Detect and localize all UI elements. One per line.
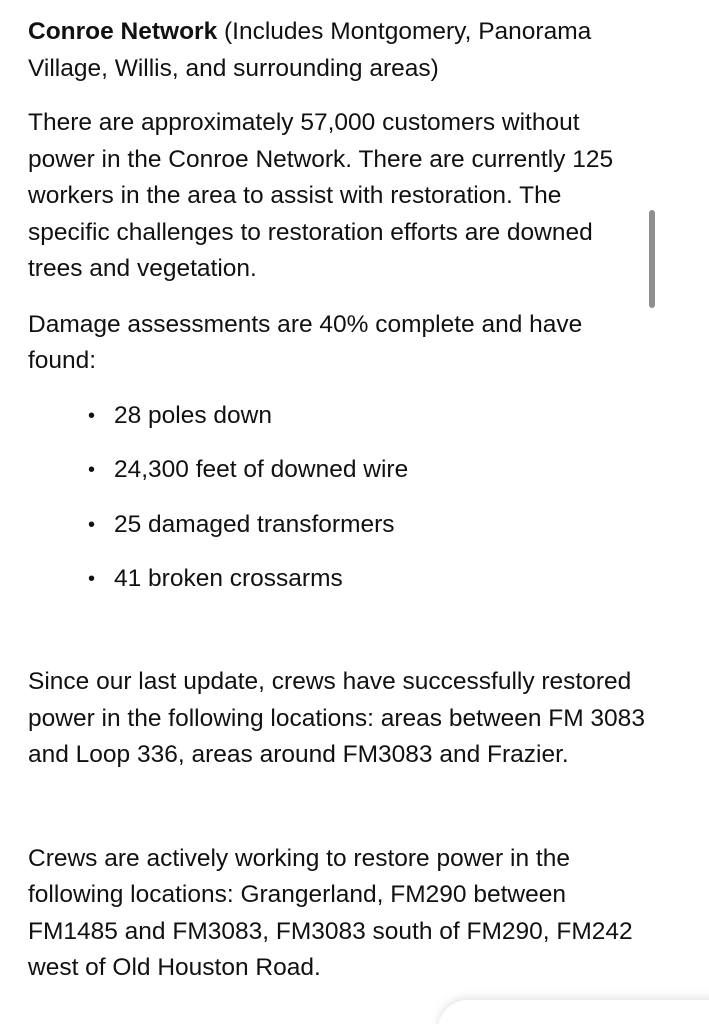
list-item [88, 398, 648, 434]
bullet-icon: • [88, 568, 96, 590]
working-paragraph: Crews are actively working to restore power in the following locations: Grangerland, FM290 between FM1485 and FM3083, FM3083 south of FM290, FM242 west of Old Houston Road. [28, 844, 633, 981]
list-item-text: 25 damaged transformers [114, 510, 395, 538]
list-item [88, 507, 648, 543]
damage-list [28, 398, 648, 598]
bullet-icon: • [88, 459, 96, 481]
bullet-icon: • [88, 513, 96, 536]
restored-paragraph: Since our last update, crews have successfully restored power in the following locations: areas between FM 3083 and Loop 336, areas around FM3083 and Frazier. [28, 668, 645, 768]
bullet-icon: • [88, 404, 96, 427]
list-item [88, 561, 648, 597]
scrollbar-thumb[interactable] [649, 210, 655, 308]
network-heading [28, 14, 648, 87]
assessment-paragraph: Damage assessments are 40% complete and have found: [28, 310, 583, 374]
network-areas: (Includes Montgomery, Panorama Village, Willis, and surrounding areas) [28, 18, 592, 82]
network-name: Conroe Network [28, 18, 218, 45]
list-item-text: 41 broken crossarms [114, 565, 343, 592]
bottom-overlay-card[interactable] [438, 1000, 709, 1024]
list-item [88, 452, 648, 488]
customers-paragraph: There are approximately 57,000 customers without power in the Conroe Network. There are currently 125 workers in the area to assist with restoration. The specific challenges to restoration efforts are downed trees and vegetation. [28, 109, 614, 282]
list-item-text: 24,300 feet of downed wire [114, 456, 409, 483]
article-content [28, 14, 648, 987]
list-item-text: 28 poles down [114, 401, 273, 429]
